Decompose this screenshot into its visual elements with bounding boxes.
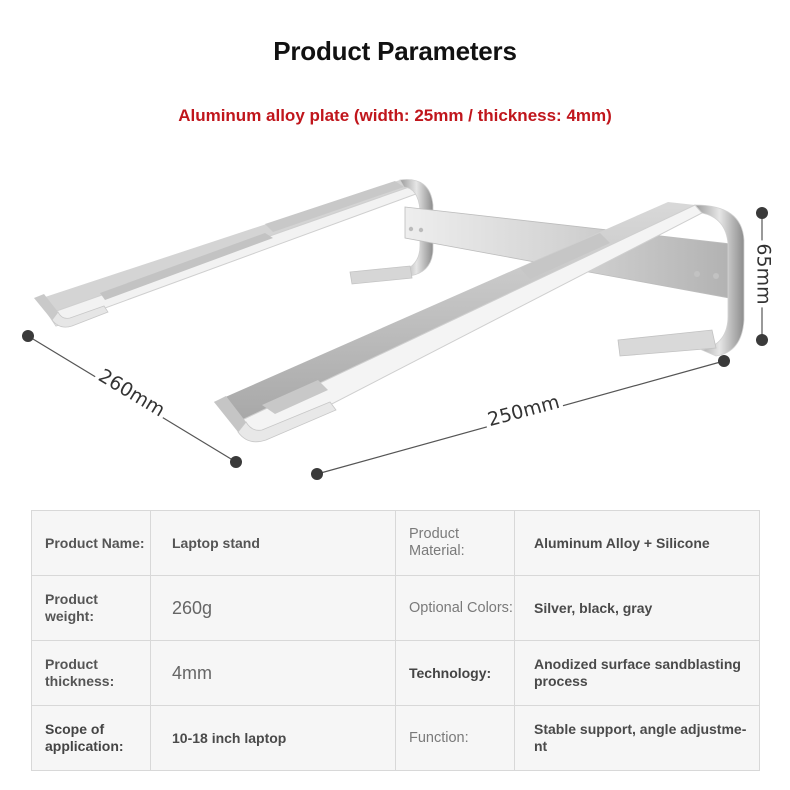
spec-value: Laptop stand [151,511,396,576]
back-arm [34,180,433,328]
dimension-depth-label: 260mm [92,363,171,423]
spec-value: Aluminum Alloy + Silicone [515,511,760,576]
spec-label: Technology: [396,641,515,706]
table-row [32,511,760,576]
spec-label: Product thickness: [32,641,151,706]
laptop-stand-drawing [0,150,790,490]
spec-value: 4mm [151,641,396,706]
spec-value: Stable support, angle adjustme-nt [515,706,760,771]
table-row [32,641,760,706]
spec-value: 260g [151,576,396,641]
laptop-stand-illustration [0,150,790,490]
spec-label: Product weight: [32,576,151,641]
spec-value: Anodized surface sandblasting process [515,641,760,706]
spec-label: Optional Colors: [396,576,515,641]
spec-label: Function: [396,706,515,771]
dimension-width-label: 250mm [483,390,565,432]
dimension-height-label: 65mm [753,240,775,307]
spec-value: Silver, black, gray [515,576,760,641]
spec-label: Product Name: [32,511,151,576]
table-row [32,576,760,641]
spec-table [31,510,760,771]
page-title: Product Parameters [273,36,517,66]
spec-label: Product Material: [396,511,515,576]
table-row [32,706,760,771]
page-subtitle: Aluminum alloy plate (width: 25mm / thickness: 4mm) [178,106,612,125]
spec-label: Scope of application: [32,706,151,771]
spec-value: 10-18 inch laptop [151,706,396,771]
